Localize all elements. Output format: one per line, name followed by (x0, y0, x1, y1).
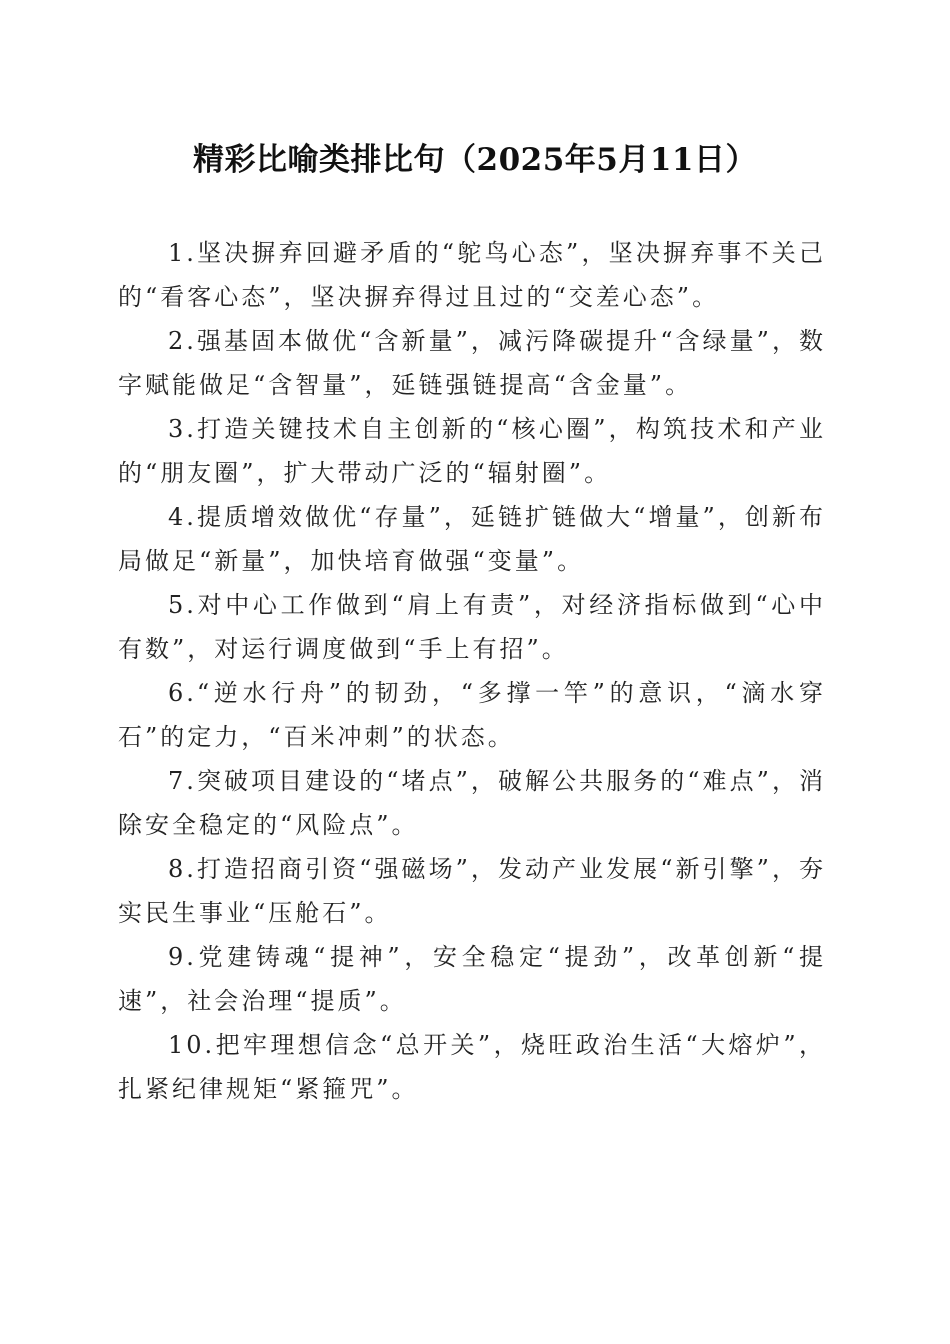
paragraph: 5.对中心工作做到“肩上有责”，对经济指标做到“心中有数”，对运行调度做到“手上有招”。 (118, 591, 826, 663)
document-body (118, 231, 826, 1111)
paragraph: 6.“逆水行舟”的韧劲，“多撑一竿”的意识，“滴水穿石”的定力，“百米冲刺”的状态。 (118, 679, 826, 751)
paragraph: 2.强基固本做优“含新量”，减污降碳提升“含绿量”，数字赋能做足“含智量”，延链强链提高“含金量”。 (118, 327, 826, 399)
document-title: 精彩比喻类排比句（2025年5月11日） (193, 142, 757, 178)
paragraph: 1.坚决摒弃回避矛盾的“鸵鸟心态”，坚决摒弃事不关己的“看客心态”，坚决摒弃得过且过的“交差心态”。 (118, 239, 826, 311)
paragraph: 4.提质增效做优“存量”，延链扩链做大“增量”，创新布局做足“新量”，加快培育做强“变量”。 (118, 503, 826, 575)
paragraph: 8.打造招商引资“强磁场”，发动产业发展“新引擎”，夯实民生事业“压舱石”。 (118, 855, 826, 927)
paragraph: 7.突破项目建设的“堵点”，破解公共服务的“难点”，消除安全稳定的“风险点”。 (118, 767, 826, 839)
paragraph: 10.把牢理想信念“总开关”，烧旺政治生活“大熔炉”，扎紧纪律规矩“紧箍咒”。 (118, 1031, 826, 1103)
paragraph: 3.打造关键技术自主创新的“核心圈”，构筑技术和产业的“朋友圈”，扩大带动广泛的“辐射圈”。 (118, 415, 826, 487)
paragraph: 9.党建铸魂“提神”，安全稳定“提劲”，改革创新“提速”，社会治理“提质”。 (118, 943, 826, 1015)
